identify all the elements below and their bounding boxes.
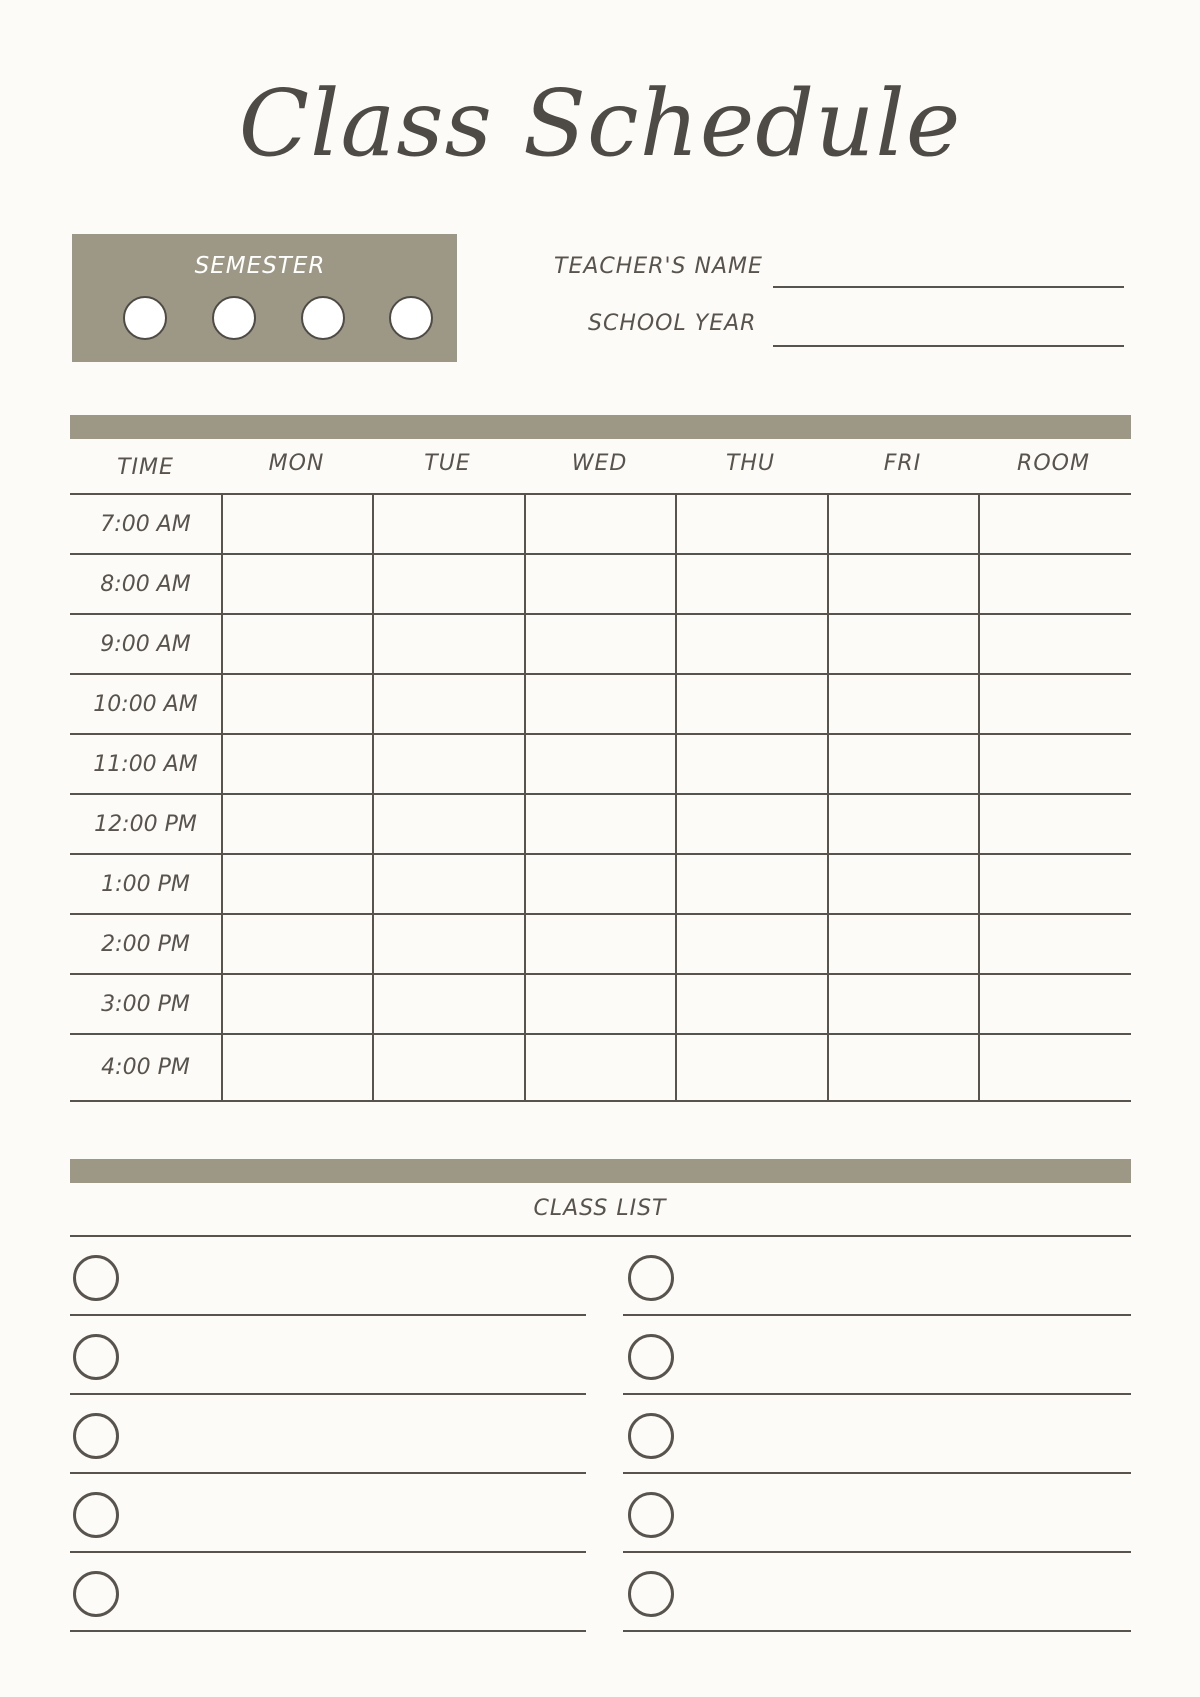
teacher-name-label: TEACHER'S NAME xyxy=(554,254,763,279)
class-list-item-right[interactable] xyxy=(623,1553,1131,1625)
schedule-cell-fri[interactable] xyxy=(829,675,979,733)
class-checkbox[interactable] xyxy=(628,1492,674,1538)
schedule-cell-room[interactable] xyxy=(980,795,1130,853)
schedule-cell-thu[interactable] xyxy=(677,495,827,553)
schedule-cell-thu[interactable] xyxy=(677,675,827,733)
schedule-cell-mon[interactable] xyxy=(223,735,373,793)
schedule-cell-tue[interactable] xyxy=(374,1035,524,1100)
schedule-cell-thu[interactable] xyxy=(677,735,827,793)
schedule-cell-room[interactable] xyxy=(980,975,1130,1033)
schedule-cell-tue[interactable] xyxy=(374,735,524,793)
schedule-row xyxy=(70,795,1131,855)
class-list-line xyxy=(70,1630,586,1632)
schedule-cell-tue[interactable] xyxy=(374,975,524,1033)
schedule-row xyxy=(70,615,1131,675)
column-header-tue: TUE xyxy=(424,451,471,476)
class-list-header-bar xyxy=(70,1159,1131,1183)
school-year-field[interactable] xyxy=(773,345,1124,347)
schedule-cell-thu[interactable] xyxy=(677,975,827,1033)
schedule-cell-wed[interactable] xyxy=(526,555,676,613)
schedule-cell-tue[interactable] xyxy=(374,495,524,553)
time-slot-label: 8:00 AM xyxy=(100,571,191,597)
teacher-name-field[interactable] xyxy=(773,286,1124,288)
class-list-item-right[interactable] xyxy=(623,1316,1131,1388)
schedule-header-row xyxy=(70,439,1131,495)
class-list-label: CLASS LIST xyxy=(533,1196,667,1221)
class-list-item-right[interactable] xyxy=(623,1395,1131,1467)
schedule-row xyxy=(70,675,1131,735)
column-header-wed: WED xyxy=(571,451,628,476)
schedule-cell-thu[interactable] xyxy=(677,555,827,613)
schedule-cell-room[interactable] xyxy=(980,735,1130,793)
schedule-cell-wed[interactable] xyxy=(526,675,676,733)
class-checkbox[interactable] xyxy=(628,1571,674,1617)
schedule-cell-tue[interactable] xyxy=(374,915,524,973)
schedule-cell-mon[interactable] xyxy=(223,495,373,553)
schedule-cell-mon[interactable] xyxy=(223,855,373,913)
schedule-cell-wed[interactable] xyxy=(526,615,676,673)
schedule-cell-wed[interactable] xyxy=(526,1035,676,1100)
schedule-cell-room[interactable] xyxy=(980,675,1130,733)
schedule-row xyxy=(70,855,1131,915)
schedule-cell-wed[interactable] xyxy=(526,495,676,553)
page-title: Class Schedule xyxy=(238,70,962,177)
schedule-cell-tue[interactable] xyxy=(374,795,524,853)
time-slot-label: 1:00 PM xyxy=(101,871,190,897)
class-list-item-left[interactable] xyxy=(70,1237,586,1309)
column-header-room: ROOM xyxy=(1017,451,1090,476)
class-checkbox[interactable] xyxy=(73,1413,119,1459)
schedule-row xyxy=(70,915,1131,975)
schedule-row xyxy=(70,555,1131,615)
semester-box xyxy=(72,234,457,362)
schedule-cell-wed[interactable] xyxy=(526,855,676,913)
schedule-cell-fri[interactable] xyxy=(829,795,979,853)
schedule-cell-fri[interactable] xyxy=(829,615,979,673)
class-checkbox[interactable] xyxy=(73,1571,119,1617)
schedule-cell-thu[interactable] xyxy=(677,615,827,673)
schedule-cell-wed[interactable] xyxy=(526,975,676,1033)
column-header-thu: THU xyxy=(725,451,776,476)
schedule-cell-mon[interactable] xyxy=(223,555,373,613)
schedule-cell-mon[interactable] xyxy=(223,795,373,853)
schedule-cell-mon[interactable] xyxy=(223,975,373,1033)
schedule-cell-mon[interactable] xyxy=(223,1035,373,1100)
schedule-cell-fri[interactable] xyxy=(829,1035,979,1100)
time-slot-label: 11:00 AM xyxy=(93,751,198,777)
school-year-label: SCHOOL YEAR xyxy=(588,311,757,336)
class-list-line xyxy=(623,1630,1131,1632)
time-slot-label: 2:00 PM xyxy=(101,931,190,957)
schedule-cell-room[interactable] xyxy=(980,495,1130,553)
schedule-cell-room[interactable] xyxy=(980,615,1130,673)
schedule-cell-mon[interactable] xyxy=(223,675,373,733)
schedule-cell-wed[interactable] xyxy=(526,915,676,973)
schedule-cell-fri[interactable] xyxy=(829,975,979,1033)
column-header-mon: MON xyxy=(268,451,325,476)
schedule-cell-thu[interactable] xyxy=(677,855,827,913)
class-list-item-left[interactable] xyxy=(70,1474,586,1546)
schedule-cell-fri[interactable] xyxy=(829,855,979,913)
class-list-item-left[interactable] xyxy=(70,1395,586,1467)
schedule-cell-mon[interactable] xyxy=(223,615,373,673)
schedule-cell-fri[interactable] xyxy=(829,495,979,553)
time-slot-label: 3:00 PM xyxy=(101,991,190,1017)
schedule-cell-thu[interactable] xyxy=(677,1035,827,1100)
schedule-cell-room[interactable] xyxy=(980,555,1130,613)
schedule-cell-thu[interactable] xyxy=(677,795,827,853)
time-slot-label: 10:00 AM xyxy=(93,691,198,717)
schedule-cell-tue[interactable] xyxy=(374,615,524,673)
semester-option-3-checkbox[interactable] xyxy=(301,296,345,340)
class-checkbox[interactable] xyxy=(73,1334,119,1380)
schedule-cell-tue[interactable] xyxy=(374,675,524,733)
schedule-cell-fri[interactable] xyxy=(829,915,979,973)
semester-option-1-checkbox[interactable] xyxy=(123,296,167,340)
class-checkbox[interactable] xyxy=(73,1492,119,1538)
schedule-row xyxy=(70,975,1131,1035)
schedule-row xyxy=(70,495,1131,555)
schedule-cell-fri[interactable] xyxy=(829,735,979,793)
semester-label: SEMESTER xyxy=(194,253,326,279)
schedule-cell-fri[interactable] xyxy=(829,555,979,613)
schedule-cell-room[interactable] xyxy=(980,915,1130,973)
class-list-item-right[interactable] xyxy=(623,1237,1131,1309)
schedule-cell-wed[interactable] xyxy=(526,735,676,793)
time-slot-label: 12:00 PM xyxy=(94,811,197,837)
schedule-cell-room[interactable] xyxy=(980,855,1130,913)
class-checkbox[interactable] xyxy=(73,1255,119,1301)
schedule-cell-thu[interactable] xyxy=(677,915,827,973)
schedule-row xyxy=(70,1035,1131,1102)
time-slot-label: 9:00 AM xyxy=(100,631,191,657)
class-list-item-right[interactable] xyxy=(623,1474,1131,1546)
schedule-header-bar xyxy=(70,415,1131,439)
column-header-time: TIME xyxy=(117,455,174,480)
schedule-cell-tue[interactable] xyxy=(374,555,524,613)
semester-option-4-checkbox[interactable] xyxy=(389,296,433,340)
time-slot-label: 4:00 PM xyxy=(101,1055,190,1080)
class-list-item-left[interactable] xyxy=(70,1553,586,1625)
class-list-item-left[interactable] xyxy=(70,1316,586,1388)
schedule-row xyxy=(70,735,1131,795)
schedule-cell-tue[interactable] xyxy=(374,855,524,913)
class-checkbox[interactable] xyxy=(628,1255,674,1301)
class-checkbox[interactable] xyxy=(628,1334,674,1380)
schedule-table xyxy=(70,439,1131,1102)
class-checkbox[interactable] xyxy=(628,1413,674,1459)
schedule-cell-mon[interactable] xyxy=(223,915,373,973)
time-slot-label: 7:00 AM xyxy=(100,511,191,537)
column-header-fri: FRI xyxy=(883,451,922,476)
schedule-cell-wed[interactable] xyxy=(526,795,676,853)
schedule-cell-room[interactable] xyxy=(980,1035,1130,1100)
semester-option-2-checkbox[interactable] xyxy=(212,296,256,340)
